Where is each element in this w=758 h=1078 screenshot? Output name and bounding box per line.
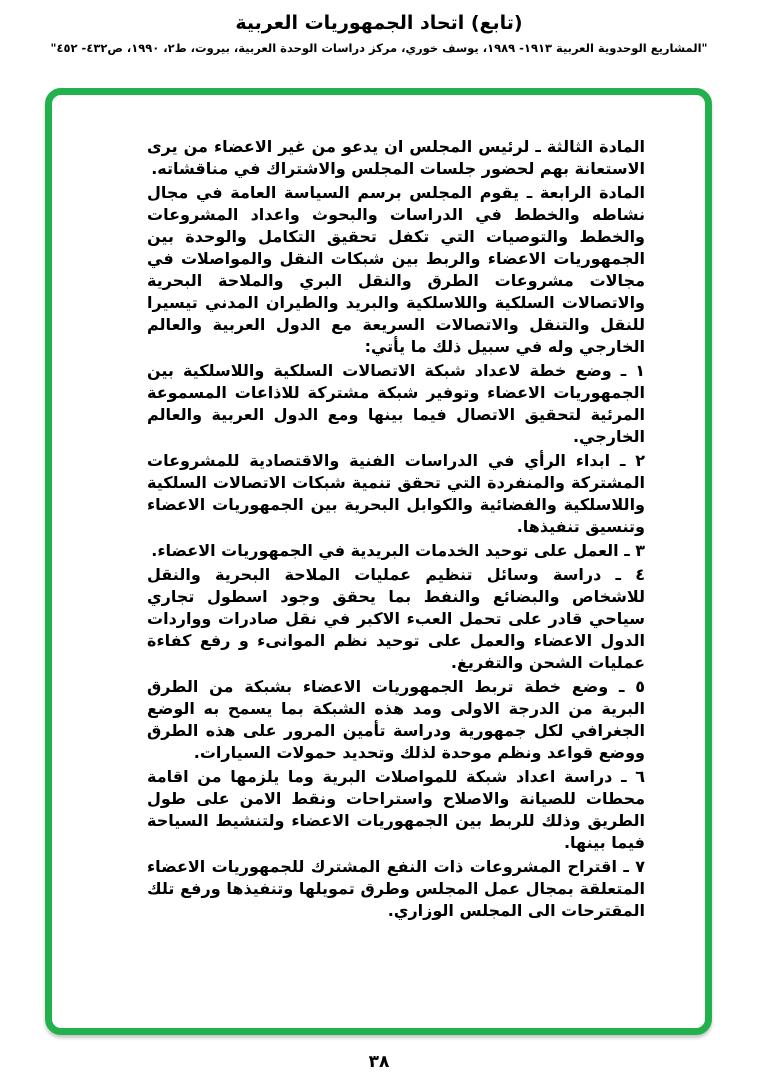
- page-title: (تابع) اتحاد الجمهوريات العربية: [235, 12, 523, 34]
- article-paragraph-4: [147, 182, 645, 358]
- list-item-2: ٢ ـ ابداء الرأي في الدراسات الفنية والاقتصادية للمشروعات المشتركة والمنفردة التي تحقق تنمية شبكات الاتصالات السلكية واللاسلكية والفضائية والكوابل البحرية بين الجمهوريات الاعضاء وتنسيق تنفيذها.: [147, 451, 645, 536]
- citation-line: "المشاريع الوحدوية العربية ١٩١٣- ١٩٨٩، يوسف خوري، مركز دراسات الوحدة العربية، بيروت، ط٢، ١٩٩٠، ص٤٣٢- ٤٥٢": [50, 41, 708, 55]
- list-item-7: ٧ ـ اقتراح المشروعات ذات النفع المشترك للجمهوريات الاعضاء المتعلقة بمجال عمل المجلس وطرق تمويلها وتنفيذها ورفع تلك المقترحات الى المجلس الوزاري.: [147, 857, 645, 920]
- list-item-1: ١ ـ وضع خطة لاعداد شبكة الاتصالات السلكية واللاسلكية بين الجمهوريات الاعضاء وتوفير شبكة مشتركة للاذاعات المسموعة المرئية لتحقيق الاتصال فيما بينها ومع الدول العربية والعالم الخارجي.: [147, 361, 645, 446]
- article-4-body: يقوم المجلس برسم السياسة العامة في مجال نشاطه والخطط في الدراسات والبحوث واعداد المشروعات والخطط والتوصيات التي تكفل تحقيق التكامل والوحدة بين الجمهوريات الاعضاء والربط بين شبكات النقل والمواصلات في مجالات مشروعات الطرق والنقل البري والملاحة البحرية والاتصالات السلكية واللاسلكية والبريد والطيران المدني تيسيرا للنقل والتنقل والاتصالات السريعة مع الدول العربية والعالم الخارجي وله في سبيل ذلك ما يأتي:: [147, 183, 645, 356]
- document-header: [0, 12, 758, 55]
- list-item-4: ٤ ـ دراسة وسائل تنظيم عمليات الملاحة البحرية والنقل للاشخاص والبضائع والنفط بما يحقق وجود اسطول تجاري سياحي قادر على تحمل العبء الاكبر في نقل صادرات وواردات الدول الاعضاء والعمل على توحيد نظم الموانىء و رفع كفاءة عمليات الشحن والتفريغ.: [147, 565, 645, 672]
- content-border-box: [45, 88, 712, 1035]
- page-footer: [0, 1052, 758, 1072]
- page-number: ٣٨: [368, 1052, 390, 1072]
- article-text-block: [147, 136, 645, 924]
- article-4-label: المادة الرابعة ـ: [526, 183, 645, 202]
- article-3-body: لرئيس المجلس ان يدعو من غير الاعضاء من يرى الاستعانة بهم لحضور جلسات المجلس والاشتراك في مناقشاته.: [147, 137, 645, 178]
- list-item-3: ٣ ـ العمل على توحيد الخدمات البريدية في الجمهوريات الاعضاء.: [151, 541, 645, 560]
- list-item-5: ٥ ـ وضع خطة تربط الجمهوريات الاعضاء بشبكة من الطرق البرية من الدرجة الاولى ومد هذه الشبكة بما يسمح به الوضع الجغرافي لكل جمهورية ودراسة تأمين المرور على هذه الطرق ووضع قواعد ونظم موحدة لذلك وتحديد حمولات السيارات.: [147, 677, 645, 762]
- list-item-6: ٦ ـ دراسة اعداد شبكة للمواصلات البرية وما يلزمها من اقامة محطات للصيانة والاصلاح واستراحات ونقط الامن على طول الطريق وذلك للربط بين الجمهوريات الاعضاء ولتنشيط السياحة فيما بينها.: [147, 767, 645, 852]
- article-3-label: المادة الثالثة ـ: [535, 137, 646, 156]
- article-paragraph-3: [147, 136, 645, 180]
